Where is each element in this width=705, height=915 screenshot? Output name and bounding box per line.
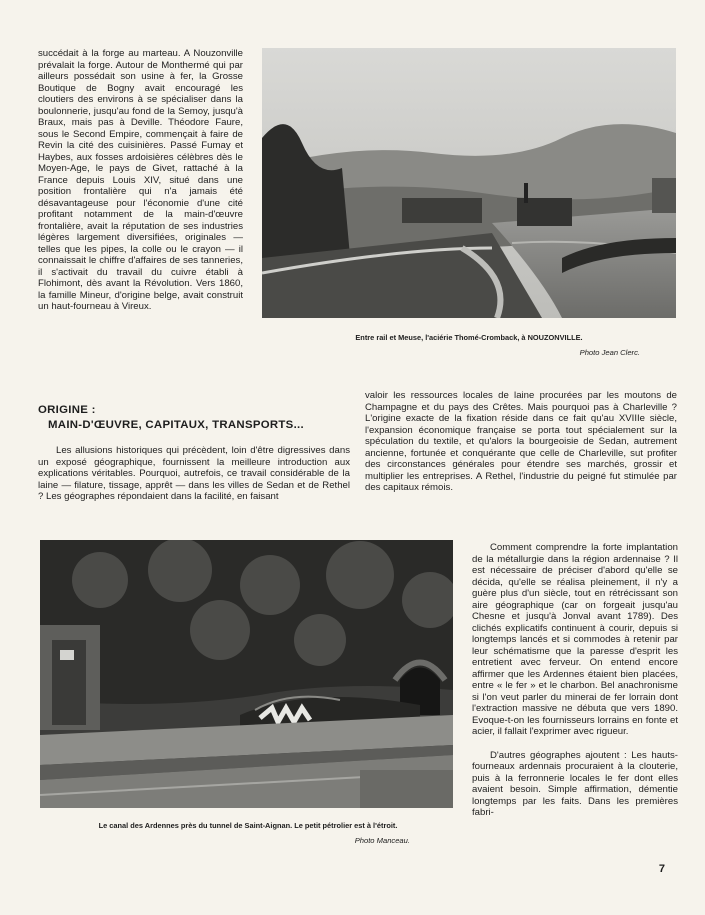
caption-top-photo: Entre rail et Meuse, l'aciérie Thomé-Cromback, à NOUZONVILLE.: [355, 333, 583, 342]
canal-tunnel-image: [40, 540, 453, 808]
column-right-paragraph-1: Comment comprendre la forte implantation de la métallurgie dans la région ardennaise ? Il est nécessaire de préciser d'abord qu'elle se décida, qu'elle se réalisa pleinement, il n'y a guère plus d'un siècle, tout en rétrécissant son aire géographique (car on forgeait jusqu'au Chesne et jusqu'à Jonval avant 1789). Des clichés explicatifs continuent à courir, depuis si longtemps lancés et si commodes à retenir par leur schématisme que la paresse d'esprit les entretient avec ferveur. On entend encore affirmer que les Ardennes étaient bien placées, entre « le fer » et le charbon. Bel anachronisme si l'on veut parler du minerai de fer lorrain dont l'extraction massive ne débuta que vers 1890. Evoque-t-on les fournisseurs lorrains en fonte et acier, il fallait l'exprimer avec rigueur.: [472, 542, 678, 737]
photo-canal-ardennes: [40, 540, 453, 808]
column-right-paragraph-2: D'autres géographes ajoutent : Les hauts-fourneaux ardennais procuraient à la clouterie, puis à la ferronnerie locales le fer dont elles avaient besoin. Simple affirmation, démentie longtemps par les faits. Dans les premières fabri-: [472, 749, 678, 818]
photo-nouzonville-steelworks: [262, 48, 676, 318]
section-heading: [38, 403, 358, 433]
credit-bottom-photo: Photo Manceau.: [354, 836, 410, 845]
column-top-left: succédait à la forge au marteau. A Nouzonville prévalait la forge. Autour de Monthermé qui par ailleurs possédait son usine à fer, la Grosse Boutique de Bogny avait encouragé les cloutiers des environs à se spécialiser dans la boulonnerie, jusqu'au fond de la Semoy, jusqu'à Braux, mais pas à Deville. Théodore Faure, sous le Second Empire, commençait à faire de Revin la cité des cuisinières. Passé Fumay et Haybes, aux fosses ardoisières célèbres dès le Moyen-Age, le pays de Givet, rattaché à la France depuis Louis XIV, situé dans une position frontalière qui n'a jamais été désavantageuse pour l'économie d'une cité profitant notamment de la main-d'œuvre frontalière, avait la réputation de ses industries légères largement diversifiées, originales — telles que les pipes, la colle ou le crayon — il connaissait le chiffre d'affaires de ses tanneries, il s'activait du travail du cuivre établi à Flohimont, dès avant la Révolution. Vers 1860, la famille Mineur, d'origine belge, avait construit un haut-fourneau à Vireux.: [38, 48, 243, 312]
column-right: [472, 542, 678, 819]
caption-bottom-photo: Le canal des Ardennes près du tunnel de Saint-Aignan. Le petit pétrolier est à l'étroit.: [98, 821, 398, 830]
column-mid-right: valoir les ressources locales de laine procurées par les moutons de Champagne et du pays des Crêtes. Mais pourquoi pas à Charleville ? L'origine exacte de la fixation réside dans ce fait qu'au XVIIIe siècle, l'expansion économique française se porta tout spécialement sur la spéculation du textile, et qu'alors la bourgeoisie de Sedan, autrement ancienne, fortunée et conquérante que celle de Charleville, sut profiter des circonstances générales pour étendre ses marchés, grossir et multiplier les entreprises. A Rethel, l'industrie du peigné fut stimulée par des capitaux rémois.: [365, 390, 677, 493]
credit-top-photo: Photo Jean Clerc.: [579, 348, 640, 357]
page-number: 7: [658, 863, 665, 875]
section-heading-line1: ORIGINE :: [38, 404, 96, 416]
section-heading-line2: MAIN-D'ŒUVRE, CAPITAUX, TRANSPORTS...: [48, 419, 304, 431]
steelworks-river-image: [262, 48, 676, 318]
column-mid-left: Les allusions historiques qui précèdent, loin d'être digressives dans un exposé géographique, fournissent la meilleure introduction aux explications véritables. Pourquoi, autrefois, ce travail considérable de la laine — filature, tissage, apprêt — dans les villes de Sedan et de Rethel ? Les géographes répondaient dans la facilité, en faisant: [38, 445, 350, 502]
